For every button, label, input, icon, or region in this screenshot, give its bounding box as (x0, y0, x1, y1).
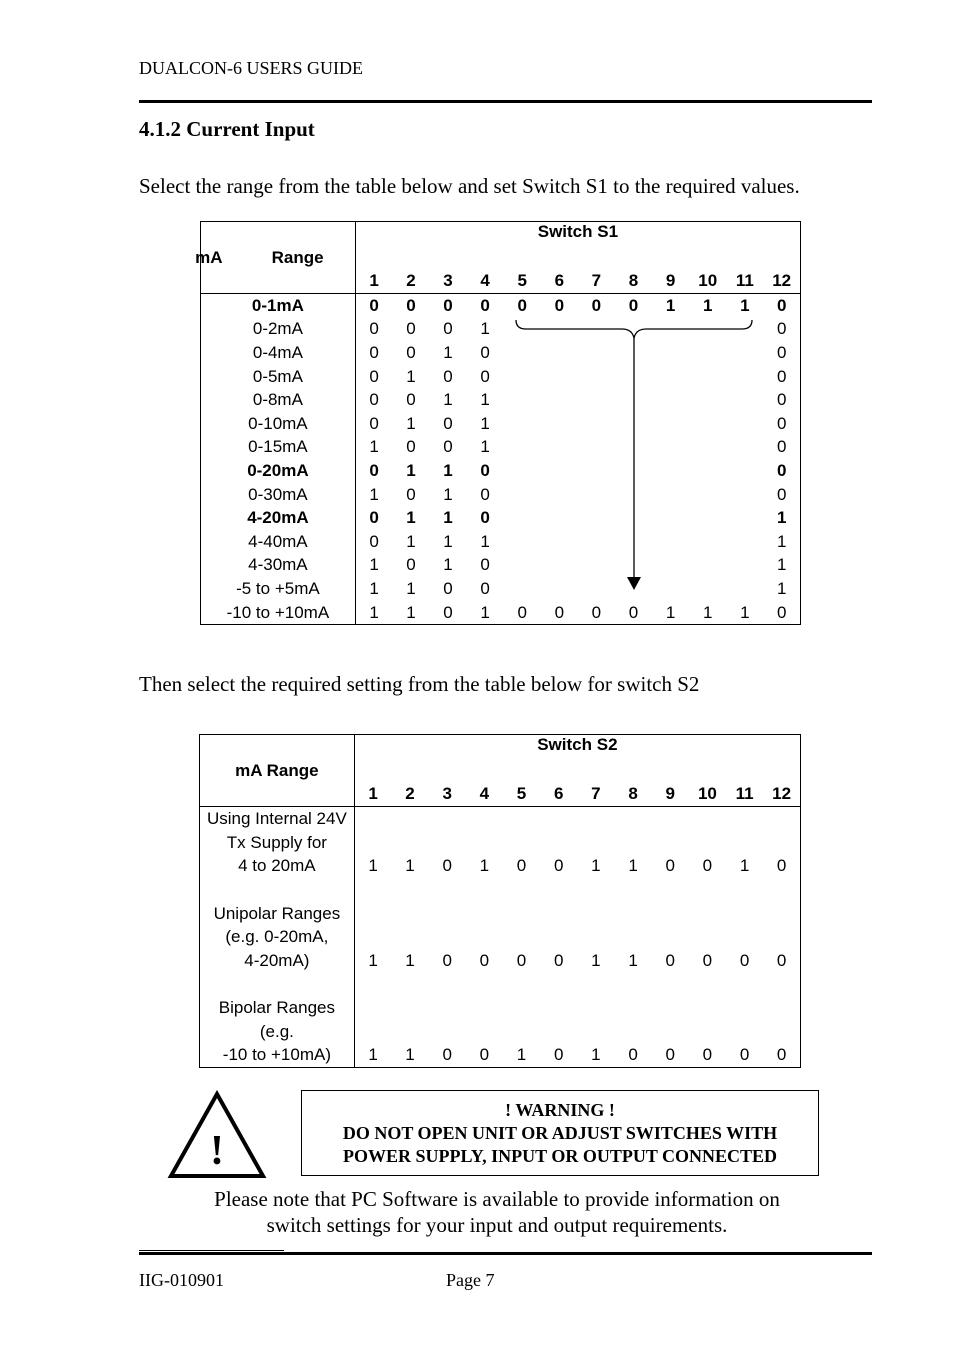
switch-value-cell: 0 (665, 1045, 675, 1064)
switch-number-header: 11 (726, 270, 763, 294)
switch-value-cell (652, 341, 689, 365)
switch-value-cell (541, 483, 578, 507)
switch-value-cell: 0 (553, 950, 564, 970)
switch-value-cell: 0 (442, 856, 452, 875)
switch-value-cell: 0 (479, 950, 490, 970)
switch-value-cell (541, 554, 578, 578)
switch-number-header: 5 (503, 783, 540, 807)
switch-value-cell (689, 483, 726, 507)
switch-value-cell (689, 459, 726, 483)
switch-value-cell: 1 (516, 1045, 527, 1064)
table-row (200, 878, 801, 973)
switch-number-header: 2 (392, 270, 429, 294)
switch-value-cell: 1 (665, 295, 676, 315)
switch-value-cell: 0 (480, 460, 490, 480)
switch-value-cell (652, 530, 689, 554)
switch-value-cell (541, 459, 578, 483)
switch-value-cell (504, 341, 541, 365)
switch-s1-table (195, 221, 801, 625)
switch-number-header: 11 (726, 783, 763, 807)
switch-value-cell (652, 483, 689, 507)
switch-value-cell: 0 (369, 390, 379, 410)
table-row (200, 972, 801, 1067)
switch-value-cell: 1 (369, 578, 379, 598)
switch-value-cell (689, 554, 726, 578)
switch-value-cell: 0 (442, 950, 452, 970)
range-description-line: (e.g. 0-20mA, (225, 927, 329, 946)
range-cell: 0-15mA (201, 436, 356, 460)
switch-value-cell: 1 (368, 856, 378, 875)
switch-value-cell: 1 (591, 856, 601, 875)
switch-value-cell (504, 365, 541, 389)
switch-value-cell (578, 436, 615, 460)
switch-value-cell (578, 483, 615, 507)
switch-value-cell (504, 554, 541, 578)
software-note (140, 1186, 854, 1238)
switch-value-cell: 1 (480, 413, 490, 433)
switch-value-cell (578, 554, 615, 578)
switch-value-cell: 0 (776, 366, 787, 386)
range-cell: 0-10mA (201, 412, 356, 436)
switch-value-cell: 1 (369, 484, 379, 504)
switch-value-cell (726, 577, 763, 601)
switch-number-header: 8 (614, 783, 651, 807)
switch-s2-title: Switch S2 (537, 735, 618, 754)
switch-value-cell: 0 (553, 1045, 564, 1064)
switch-value-cell (504, 318, 541, 342)
switch-value-cell (541, 318, 578, 342)
switch-value-cell: 0 (776, 950, 787, 970)
switch-value-cell (504, 506, 541, 530)
page-number: Page 7 (446, 1270, 495, 1290)
range-description-line: 4 to 20mA (238, 856, 316, 875)
table-row (201, 388, 801, 412)
switch-value-cell: 0 (443, 437, 453, 457)
switch-value-cell: 0 (739, 950, 750, 970)
switch-value-cell: 1 (628, 856, 638, 875)
switch-value-cell: 1 (406, 413, 416, 433)
switch-value-cell: 0 (776, 319, 787, 339)
switch-value-cell (689, 530, 726, 554)
switch-number-header: 7 (578, 270, 615, 294)
switch-value-cell (726, 341, 763, 365)
switch-value-cell (504, 436, 541, 460)
switch-value-cell (578, 388, 615, 412)
switch-value-cell: 1 (702, 602, 713, 622)
document-id: IIG-010901 (139, 1270, 224, 1290)
switch-value-cell (615, 483, 652, 507)
switch-value-cell: 0 (406, 484, 416, 504)
switch-value-cell (652, 577, 689, 601)
switch-value-cell: 0 (369, 342, 379, 362)
range-cell: 0-1mA (201, 294, 356, 318)
switch-value-cell (726, 365, 763, 389)
range-description-line: Tx Supply for (226, 832, 327, 852)
range-header (195, 222, 356, 270)
table-row (201, 412, 801, 436)
range-cell: 4-30mA (201, 554, 356, 578)
switch-s2-table (199, 734, 801, 1068)
switch-value-cell (726, 459, 763, 483)
switch-number-header: 9 (652, 270, 689, 294)
switch-value-cell: 1 (740, 602, 750, 622)
switch-value-cell: 0 (776, 856, 787, 875)
switch-value-cell (615, 365, 652, 389)
range-description-line: Bipolar Ranges (218, 998, 335, 1017)
range-description-line: Unipolar Ranges (213, 903, 341, 923)
switch-value-cell: 0 (665, 950, 675, 970)
table-row (201, 554, 801, 578)
switch-value-cell: 0 (406, 342, 416, 362)
switch-value-cell: 0 (739, 1045, 750, 1064)
switch-value-cell (578, 341, 615, 365)
footer-rule (139, 1252, 872, 1255)
switch-value-cell: 1 (443, 531, 453, 551)
switch-value-cell: 1 (776, 555, 787, 575)
switch-value-cell (504, 483, 541, 507)
header-rule (139, 100, 872, 103)
switch-value-cell: 1 (443, 484, 453, 504)
switch-value-cell (615, 530, 652, 554)
switch-value-cell: 0 (591, 602, 602, 622)
range-description-line: 4-20mA) (244, 950, 310, 970)
switch-value-cell (615, 506, 652, 530)
switch-value-cell: 0 (369, 460, 379, 480)
switch-value-cell: 1 (628, 950, 638, 970)
warning-line-2: POWER SUPPLY, INPUT OR OUTPUT CONNECTED (342, 1146, 778, 1166)
switch-value-cell: 0 (516, 950, 527, 970)
switch-value-cell: 0 (480, 555, 490, 575)
switch-value-cell (726, 412, 763, 436)
switch-value-cell (652, 412, 689, 436)
switch-value-cell: 0 (369, 413, 379, 433)
switch-value-cell (541, 577, 578, 601)
switch-value-cell (504, 459, 541, 483)
switch-value-cell: 0 (665, 856, 675, 875)
table-row (201, 436, 801, 460)
switch-value-cell: 1 (405, 856, 415, 875)
footer-rule-accent (139, 1250, 284, 1251)
table-row (201, 318, 801, 342)
switch-number-header: 10 (689, 270, 726, 294)
warning-box (301, 1090, 819, 1176)
switch-value-cell: 1 (480, 437, 490, 457)
note-line-1: Please note that PC Software is available to provide information on (214, 1187, 780, 1211)
switch-value-cell: 0 (406, 555, 416, 575)
switch-value-cell: 0 (480, 508, 490, 528)
switch-value-cell (689, 341, 726, 365)
switch-number-header: 3 (429, 270, 466, 294)
switch-value-cell: 0 (628, 602, 639, 622)
switch-number-header: 8 (615, 270, 652, 294)
switch-value-cell: 0 (480, 578, 490, 598)
table-row (201, 459, 801, 483)
range-description-cell (200, 972, 355, 1067)
switch-value-cell: 0 (776, 602, 787, 622)
switch-value-cell (652, 318, 689, 342)
switch-value-cell (726, 554, 763, 578)
switch-value-cell (541, 412, 578, 436)
switch-value-cell: 1 (739, 856, 750, 875)
switch-value-cell (652, 388, 689, 412)
switch-value-cell: 0 (443, 602, 453, 622)
switch-value-cell (504, 412, 541, 436)
range-cell: 0-20mA (201, 459, 356, 483)
switch-value-cell: 1 (406, 366, 416, 386)
switch-value-cell: 1 (480, 531, 490, 551)
switch-value-cell: 1 (443, 342, 453, 362)
range-cell: -10 to +10mA (201, 601, 356, 625)
switch-value-cell (504, 577, 541, 601)
table-row (201, 577, 801, 601)
switch-value-cell: 0 (369, 295, 379, 315)
switch-value-cell: 0 (479, 1045, 490, 1064)
switch-value-cell: 0 (369, 366, 379, 386)
switch-number-header: 3 (429, 783, 466, 807)
switch-value-cell (689, 388, 726, 412)
switch-value-cell (578, 412, 615, 436)
switch-value-cell: 1 (776, 508, 787, 528)
range-cell: 0-8mA (201, 388, 356, 412)
switch-number-header: 6 (541, 270, 578, 294)
switch-value-cell: 0 (369, 319, 379, 339)
switch-value-cell: 1 (665, 602, 676, 622)
switch-value-cell (541, 365, 578, 389)
switch-value-cell (504, 388, 541, 412)
table-row (201, 601, 801, 625)
range-cell: -5 to +5mA (201, 577, 356, 601)
switch-value-cell (504, 530, 541, 554)
switch-value-cell: 0 (776, 460, 787, 480)
switch-value-cell: 0 (702, 1045, 713, 1064)
switch-value-cell (578, 318, 615, 342)
switch-value-cell: 1 (406, 602, 416, 622)
switch-value-cell (689, 318, 726, 342)
range-description-line: (e.g. (259, 1021, 294, 1041)
switch-value-cell: 1 (369, 437, 379, 457)
switch-value-cell: 1 (591, 950, 601, 970)
range-cell: 0-2mA (201, 318, 356, 342)
switch-value-cell: 1 (480, 319, 490, 339)
switch-value-cell: 0 (406, 390, 416, 410)
switch-s1-title: Switch S1 (537, 222, 619, 241)
switch-number-header: 6 (540, 783, 577, 807)
switch-value-cell (689, 436, 726, 460)
switch-value-cell: 1 (443, 390, 453, 410)
switch-number-header: 12 (763, 783, 800, 807)
switch-value-cell (726, 436, 763, 460)
switch-value-cell (652, 506, 689, 530)
range-cell: 4-20mA (201, 506, 356, 530)
switch-value-cell (541, 341, 578, 365)
range-cell: 0-4mA (201, 341, 356, 365)
switch-value-cell: 0 (480, 295, 490, 315)
switch-value-cell: 1 (480, 602, 490, 622)
range-header-spacer (201, 270, 356, 294)
switch-value-cell: 0 (442, 1045, 452, 1064)
range-header-label: Range (271, 247, 324, 267)
document-header: DUALCON-6 USERS GUIDE (139, 58, 363, 78)
switch-value-cell: 0 (628, 295, 639, 315)
switch-value-cell: 0 (480, 342, 490, 362)
table-row (201, 365, 801, 389)
switch-value-cell (541, 436, 578, 460)
section-title: 4.1.2 Current Input (139, 117, 315, 141)
switch-value-cell: 0 (776, 413, 787, 433)
ma-range-header-spacer (200, 783, 355, 807)
switch-value-cell (541, 388, 578, 412)
switch-number-header: 10 (689, 783, 726, 807)
switch-value-cell: 0 (776, 390, 787, 410)
switch-value-cell: 0 (369, 508, 379, 528)
switch-value-cell (615, 341, 652, 365)
warning-triangle-icon (167, 1090, 267, 1180)
ma-header: mA (195, 247, 222, 267)
switch-value-cell: 0 (406, 295, 416, 315)
switch-value-cell: 0 (776, 295, 787, 315)
switch-value-cell (726, 483, 763, 507)
switch-value-cell: 0 (369, 531, 379, 551)
switch-value-cell: 1 (591, 1045, 601, 1064)
switch-value-cell (652, 554, 689, 578)
switch-value-cell (578, 365, 615, 389)
switch-value-cell (726, 530, 763, 554)
switch-value-cell (726, 318, 763, 342)
switch-value-cell: 0 (480, 366, 490, 386)
warning-line-1: DO NOT OPEN UNIT OR ADJUST SWITCHES WITH (342, 1123, 778, 1143)
switch-value-cell: 0 (628, 1045, 638, 1064)
range-cell: 4-40mA (201, 530, 356, 554)
warning-title: ! WARNING ! (505, 1100, 615, 1120)
table-row (201, 483, 801, 507)
switch-value-cell: 1 (479, 856, 490, 875)
range-cell: 0-5mA (201, 365, 356, 389)
switch-value-cell: 1 (443, 460, 453, 480)
switch-value-cell: 0 (776, 484, 787, 504)
switch-value-cell (541, 506, 578, 530)
switch-value-cell: 1 (369, 555, 379, 575)
range-description-cell (200, 878, 355, 973)
switch-value-cell: 1 (406, 578, 416, 598)
switch-number-header: 5 (504, 270, 541, 294)
range-description-line: -10 to +10mA) (222, 1045, 331, 1064)
switch-value-cell: 0 (554, 602, 565, 622)
switch-number-header: 7 (577, 783, 614, 807)
switch-value-cell: 0 (443, 295, 453, 315)
switch-value-cell: 0 (776, 342, 787, 362)
switch-value-cell: 1 (368, 950, 378, 970)
switch-value-cell (726, 506, 763, 530)
switch-value-cell (578, 577, 615, 601)
switch-value-cell (615, 554, 652, 578)
switch-value-cell (615, 318, 652, 342)
switch-value-cell: 0 (553, 856, 564, 875)
switch-number-header: 9 (652, 783, 689, 807)
switch-number-header: 1 (355, 270, 392, 294)
range-description-line: Using Internal 24V (206, 809, 347, 828)
table-row (200, 807, 801, 878)
switch-value-cell: 0 (591, 295, 602, 315)
switch-value-cell: 0 (776, 1045, 787, 1064)
switch-value-cell (689, 365, 726, 389)
switch-value-cell: 0 (480, 484, 490, 504)
switch-value-cell: 1 (480, 390, 490, 410)
switch-value-cell (689, 412, 726, 436)
warning-symbol: ! (210, 1128, 224, 1174)
switch-value-cell (615, 577, 652, 601)
switch-value-cell: 1 (740, 295, 750, 315)
switch-value-cell: 0 (406, 437, 416, 457)
switch-value-cell: 0 (776, 437, 787, 457)
switch-value-cell (578, 459, 615, 483)
table-row (201, 294, 801, 318)
switch-value-cell: 1 (369, 602, 379, 622)
table-row (201, 341, 801, 365)
range-cell: 0-30mA (201, 483, 356, 507)
switch-number-header: 1 (354, 783, 391, 807)
switch-value-cell: 1 (443, 508, 453, 528)
switch-value-cell (689, 506, 726, 530)
switch-value-cell: 1 (368, 1045, 378, 1064)
switch-value-cell: 0 (516, 856, 527, 875)
switch-value-cell: 1 (406, 460, 416, 480)
switch-value-cell: 0 (406, 319, 416, 339)
switch-number-header: 2 (391, 783, 428, 807)
switch-value-cell (578, 506, 615, 530)
switch-value-cell (652, 436, 689, 460)
s2-instruction-paragraph: Then select the required setting from the table below for switch S2 (139, 672, 700, 696)
switch-number-header: 4 (467, 270, 504, 294)
switch-value-cell: 0 (443, 319, 453, 339)
switch-value-cell: 1 (405, 1045, 415, 1064)
switch-value-cell: 1 (776, 531, 787, 551)
switch-value-cell (689, 577, 726, 601)
switch-value-cell: 0 (554, 295, 565, 315)
switch-value-cell (615, 412, 652, 436)
switch-value-cell (615, 459, 652, 483)
switch-value-cell: 0 (443, 366, 453, 386)
switch-value-cell: 0 (702, 856, 713, 875)
switch-value-cell (652, 459, 689, 483)
switch-value-cell: 0 (702, 950, 713, 970)
switch-value-cell: 0 (443, 578, 453, 598)
switch-value-cell (541, 530, 578, 554)
note-line-2: switch settings for your input and output requirements. (266, 1213, 728, 1237)
switch-value-cell (578, 530, 615, 554)
intro-paragraph: Select the range from the table below and set Switch S1 to the required values. (139, 174, 800, 198)
range-description-cell (200, 807, 355, 878)
switch-value-cell: 1 (702, 295, 713, 315)
switch-value-cell (726, 388, 763, 412)
switch-value-cell (652, 365, 689, 389)
switch-number-header: 4 (466, 783, 503, 807)
switch-value-cell (615, 436, 652, 460)
switch-number-header: 12 (763, 270, 800, 294)
switch-value-cell: 0 (517, 602, 527, 622)
switch-value-cell: 1 (406, 531, 416, 551)
switch-value-cell: 0 (443, 413, 453, 433)
switch-value-cell: 0 (517, 295, 527, 315)
switch-value-cell (615, 388, 652, 412)
table-row (201, 530, 801, 554)
switch-value-cell: 1 (406, 508, 416, 528)
table-row (201, 506, 801, 530)
ma-range-header: mA Range (200, 735, 355, 783)
switch-value-cell: 1 (776, 578, 787, 598)
switch-value-cell: 1 (405, 950, 415, 970)
switch-value-cell: 1 (443, 555, 453, 575)
